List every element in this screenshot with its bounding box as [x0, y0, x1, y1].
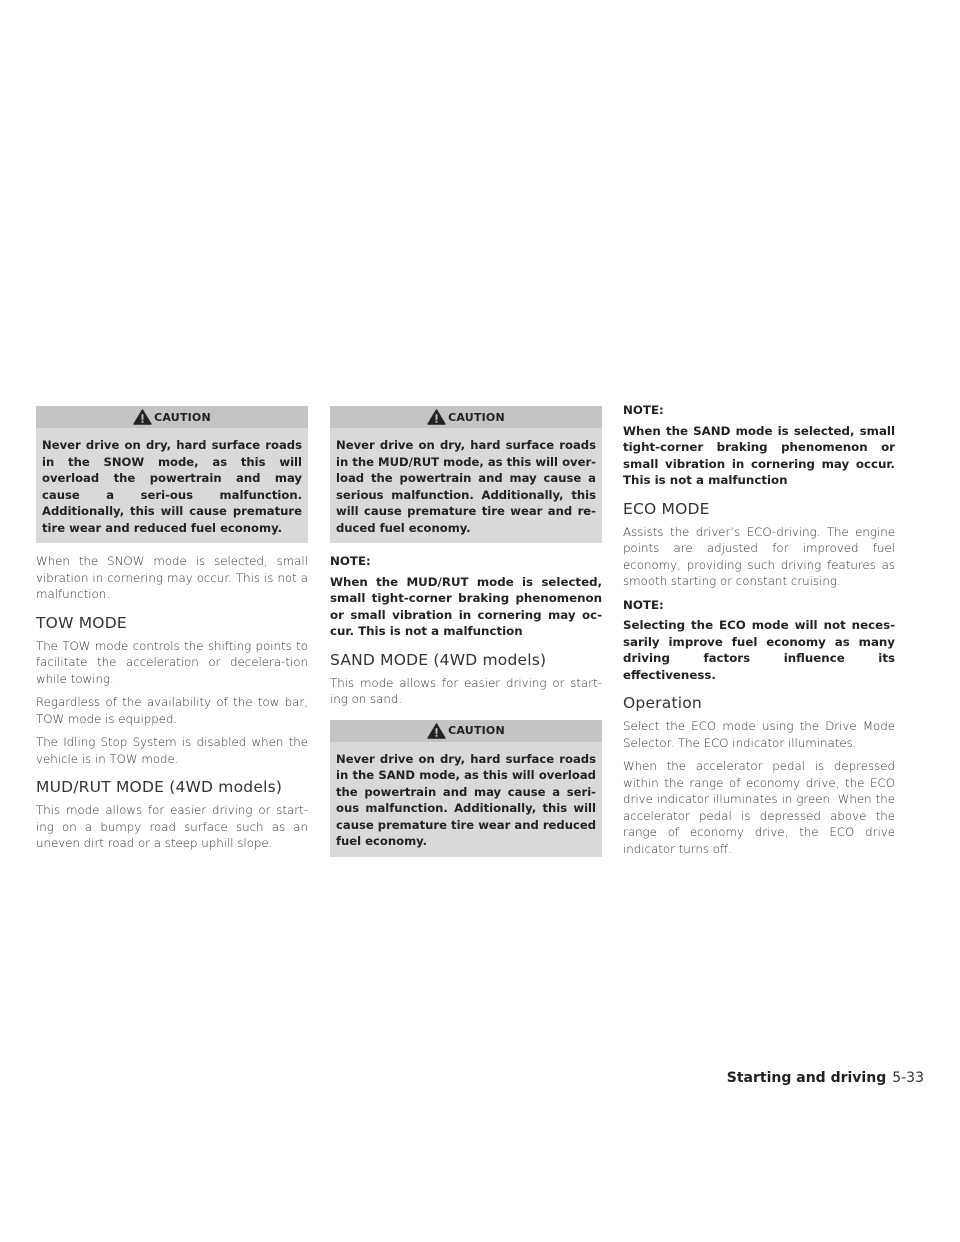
- warning-triangle-icon: [133, 409, 152, 425]
- sand-mode-heading: SAND MODE (4WD models): [330, 650, 547, 669]
- caution-box-sand: [330, 720, 602, 857]
- warning-triangle-icon: [427, 409, 446, 425]
- snow-mode-paragraph: When the SNOW mode is selected, small vibration in cornering may occur. This is not a malfunction.: [36, 554, 308, 601]
- note-label: NOTE:: [623, 403, 664, 417]
- note-text: When the SAND mode is selected, small tight-corner braking phenomenon or small vibration in cornering may occur. This is not a malfunction: [623, 423, 895, 487]
- tow-paragraph-1: The TOW mode controls the shifting points to facilitate the acceleration or decelera-tion while towing.: [36, 638, 308, 686]
- column-right: [623, 400, 895, 864]
- section-title: Starting and driving: [726, 1070, 887, 1086]
- warning-triangle-icon: [427, 723, 446, 739]
- column-middle: [330, 406, 602, 867]
- mud-rut-paragraph: This mode allows for easier driving or start-ing on a bumpy road surface such as an uneven dirt road or a steep uphill slope.: [36, 803, 308, 850]
- page-number: 5-33: [892, 1070, 924, 1086]
- caution-header: [36, 406, 308, 428]
- operation-paragraph-1: Select the ECO mode using the Drive Mode Selector. The ECO indicator illuminates.: [623, 719, 895, 750]
- tow-mode-heading: TOW MODE: [36, 613, 127, 632]
- note-label: NOTE:: [623, 597, 664, 612]
- mud-rut-heading: MUD/RUT MODE (4WD models): [36, 778, 283, 796]
- operation-heading: Operation: [623, 694, 702, 712]
- note-text: When the MUD/RUT mode is selected, small tight-corner braking phenomenon or small vibration in cornering may oc-cur. This is not a malfunction: [330, 574, 602, 638]
- eco-paragraph: Assists the driver’s ECO-driving. The engine points are adjusted for improved fuel economy, providing such driving features as smooth starting or constant cruising.: [623, 524, 895, 588]
- caution-box-mud: [330, 406, 602, 543]
- caution-header: [330, 720, 602, 742]
- eco-mode-heading: ECO MODE: [623, 499, 710, 518]
- note-label: NOTE:: [330, 554, 371, 568]
- caution-text: Never drive on dry, hard surface roads in the SAND mode, as this will overload the powertrain and may cause a seri-ous malfunction. Additionally, this will cause premature tire wear and reduced fuel economy.: [336, 751, 596, 848]
- operation-paragraph-2: When the accelerator pedal is depressed within the range of economy drive, the ECO drive indicator illuminates in green. When the accelerator pedal is depressed above the range of economy drive, the ECO drive indicator turns off.: [623, 759, 895, 856]
- note-text: Selecting the ECO mode will not neces-sarily improve fuel economy as many driving factors influence its effectiveness.: [623, 618, 895, 682]
- caution-label: CAUTION: [448, 410, 505, 424]
- caution-box-snow: [36, 406, 308, 543]
- sand-paragraph: This mode allows for easier driving or start-ing on sand.: [330, 675, 602, 706]
- column-left: [36, 406, 308, 859]
- tow-paragraph-3: The Idling Stop System is disabled when the vehicle is in TOW mode.: [36, 735, 308, 766]
- tow-paragraph-2: Regardless of the availability of the tow bar, TOW mode is equipped.: [36, 695, 308, 726]
- caution-text: Never drive on dry, hard surface roads in the MUD/RUT mode, as this will over-load the powertrain and may cause a serious malfunction. Additionally, this will cause premature tire wear and re-duced fuel economy.: [336, 438, 596, 535]
- page-footer: [727, 1070, 924, 1086]
- caution-text: Never drive on dry, hard surface roads in the SNOW mode, as this will overload the powertrain and may cause a seri-ous malfunction. Additionally, this will cause premature tire wear and reduced fuel economy.: [42, 438, 302, 535]
- caution-label: CAUTION: [154, 410, 211, 424]
- caution-label: CAUTION: [448, 724, 505, 737]
- caution-header: [330, 406, 602, 428]
